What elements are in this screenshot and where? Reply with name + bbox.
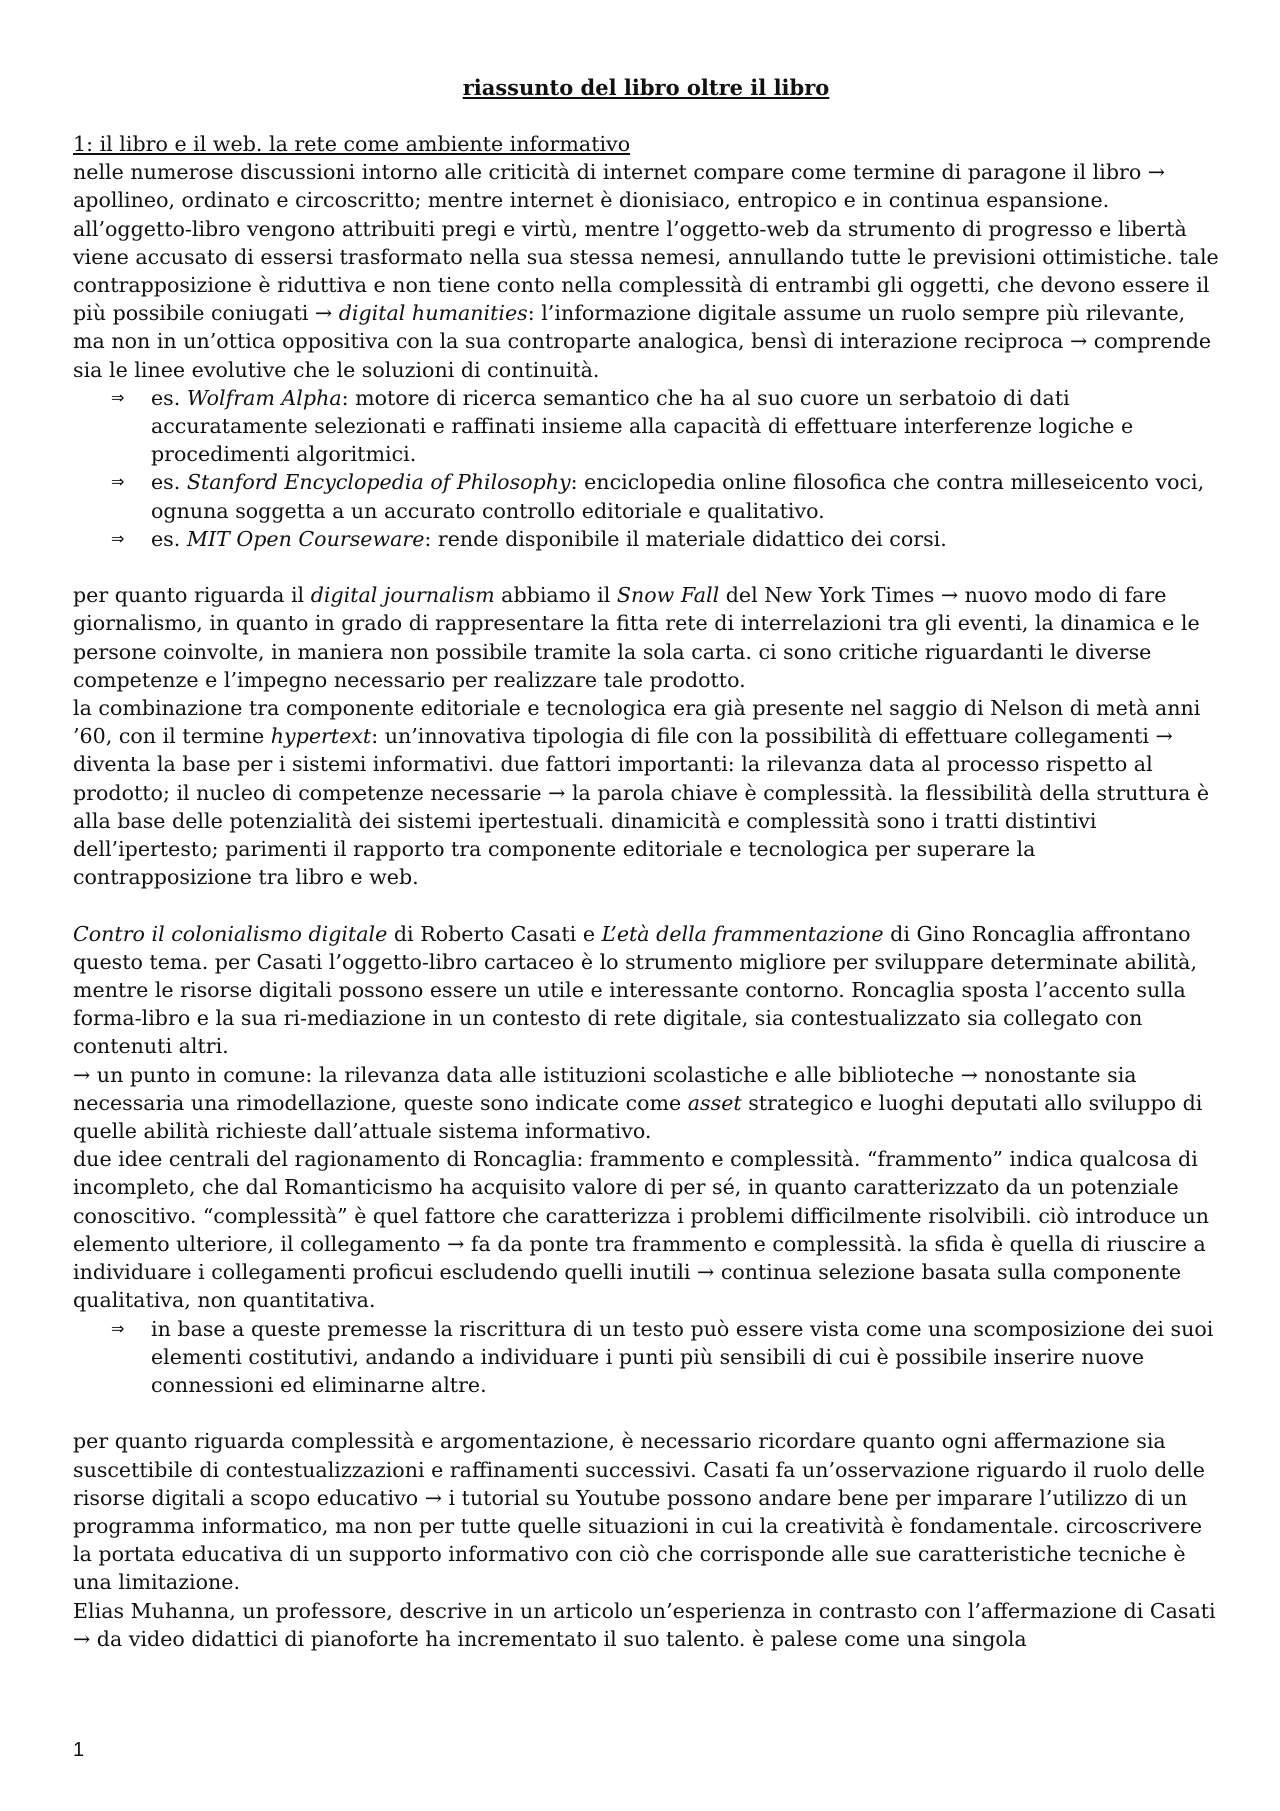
paragraph-hypertext: la combinazione tra componente editoriale e tecnologica era già presente nel saggio di Nelson di metà anni ’60, con il termine hypertext: un’innovativa tipologia di file con la possibilità di effettuare collegamenti → diventa la base per i sistemi informativi. due fattori importanti: la rilevanza data al processo rispetto al prodotto; il nucleo di competenze necessarie → la parola chiave è complessità. la flessibilità della struttura è alla base delle potenzialità dei sistemi ipertestuali. dinamicità e complessità sono i tratti distintivi dell’ipertesto; parimenti il rapporto tra componente editoriale e tecnologica per superare la contrapposizione tra libro e web. xyxy=(73,696,1210,890)
double-arrow-icon: ⇒ xyxy=(111,472,125,492)
list-item: ⇒ es. Wolfram Alpha: motore di ricerca semantico che ha al suo cuore un serbatoio di dati accuratamente selezionati e raffinati insieme alla capacità di effettuare interferenze logiche e procedimenti algoritmici. xyxy=(111,385,1134,467)
page-number: 1 xyxy=(73,1739,85,1761)
paragraph-common-point: → un punto in comune: la rilevanza data alle istituzioni scolastiche e alle biblioteche → nonostante sia necessaria una rimodellazione, queste sono indicate come asset strategico e luoghi deputati allo sviluppo di quelle abilità richieste dall’attuale sistema informativo. xyxy=(73,1062,1203,1144)
paragraph-spacer xyxy=(73,1399,1219,1427)
section-heading: 1: il libro e il web. la rete come ambiente informativo xyxy=(73,132,631,156)
paragraph-intro: nelle numerose discussioni intorno alle criticità di internet compare come termine di paragone il libro → apollineo, ordinato e circoscritto; mentre internet è dionisiaco, entropico e in continua espansione. all’oggetto-libro vengono attribuiti pregi e virtù, mentre l’oggetto-web da strumento di progresso e libertà viene accusato di essersi trasformato nella sua stessa nemesi, annullando tutte le previsioni ottimistiche. tale contrapposizione è riduttiva e non tiene conto nella complessità di entrambi gli oggetti, che devono essere il più possibile coniugati → digital humanities: l’informazione digitale assume un ruolo sempre più rilevante, ma non in un’ottica oppositiva con la sua controparte analogica, bensì di interazione reciproca → comprende sia le linee evolutive che le soluzioni di continuità. xyxy=(73,160,1219,382)
list-item: ⇒ es. MIT Open Courseware: rende disponibile il materiale didattico dei corsi. xyxy=(73,525,1219,553)
document-title: riassunto del libro oltre il libro xyxy=(462,75,830,100)
double-arrow-icon: ⇒ xyxy=(111,387,125,407)
paragraph-spacer xyxy=(73,553,1219,581)
paragraph-digital-journalism: per quanto riguarda il digital journalism abbiamo il Snow Fall del New York Times → nuovo modo di fare giornalismo, in quanto in grado di rappresentare la fitta rete di interrelazioni tra gli eventi, la dinamica e le persone coinvolte, in maniera non possibile tramite la sola carta. ci sono critiche riguardanti le diverse competenze e l’impegno necessario per realizzare tale prodotto. xyxy=(73,583,1200,692)
document-body xyxy=(73,130,1219,1653)
premise-list xyxy=(73,1315,1219,1400)
list-item: ⇒ es. Stanford Encyclopedia of Philosophy: enciclopedia online filosofica che contra milleseicento voci, ognuna soggetta a un accurato controllo editoriale e qualitativo. xyxy=(111,470,1205,523)
paragraph-casati-roncaglia: Contro il colonialismo digitale di Roberto Casati e L’età della frammentazione di Gino Roncaglia affrontano questo tema. per Casati l’oggetto-libro cartaceo è lo strumento migliore per sviluppare determinate abilità, mentre le risorse digitali possono essere un utile e interessante contorno. Roncaglia sposta l’accento sulla forma-libro e la sua ri-mediazione in un contesto di rete digitale, sia contestualizzato sia collegato con contenuti altri. xyxy=(73,921,1197,1059)
examples-list xyxy=(73,384,1219,553)
paragraph-muhanna: Elias Muhanna, un professore, descrive in un articolo un’esperienza in contrasto con l’affermazione di Casati → da video didattici di pianoforte ha incrementato il suo talento. è palese come una singola xyxy=(73,1598,1216,1651)
paragraph-fragment-complexity: due idee centrali del ragionamento di Roncaglia: frammento e complessità. “frammento” indica qualcosa di incompleto, che dal Romanticismo ha acquisito valore di per sé, in quanto caratterizzato da un potenziale conoscitivo. “complessità” è quel fattore che caratterizza i problemi difficilmente risolvibili. ciò introduce un elemento ulteriore, il collegamento → fa da ponte tra frammento e complessità. la sfida è quella di riuscire a individuare i collegamenti proficui escludendo quelli inutili → continua selezione basata sulla componente qualitativa, non quantitativa. xyxy=(73,1147,1210,1313)
list-item: ⇒ in base a queste premesse la riscrittura di un testo può essere vista come una scomposizione dei suoi elementi costitutivi, andando a individuare i punti più sensibili di cui è possibile inserire nuove connessioni ed eliminarne altre. xyxy=(111,1316,1214,1397)
double-arrow-icon: ⇒ xyxy=(111,1318,125,1338)
paragraph-spacer xyxy=(73,891,1219,919)
paragraph-argumentation: per quanto riguarda complessità e argomentazione, è necessario ricordare quanto ogni affermazione sia suscettibile di contestualizzazioni e raffinamenti successivi. Casati fa un’osservazione riguardo il ruolo delle risorse digitali a scopo educativo → i tutorial su Youtube possono andare bene per imparare l’utilizzo di un programma informatico, ma non per tutte quelle situazioni in cui la creatività è fondamentale. circoscrivere la portata educativa di un supporto informativo con ciò che corrisponde alle sue caratteristiche tecniche è una limitazione. xyxy=(73,1429,1205,1595)
double-arrow-icon: ⇒ xyxy=(111,528,125,548)
